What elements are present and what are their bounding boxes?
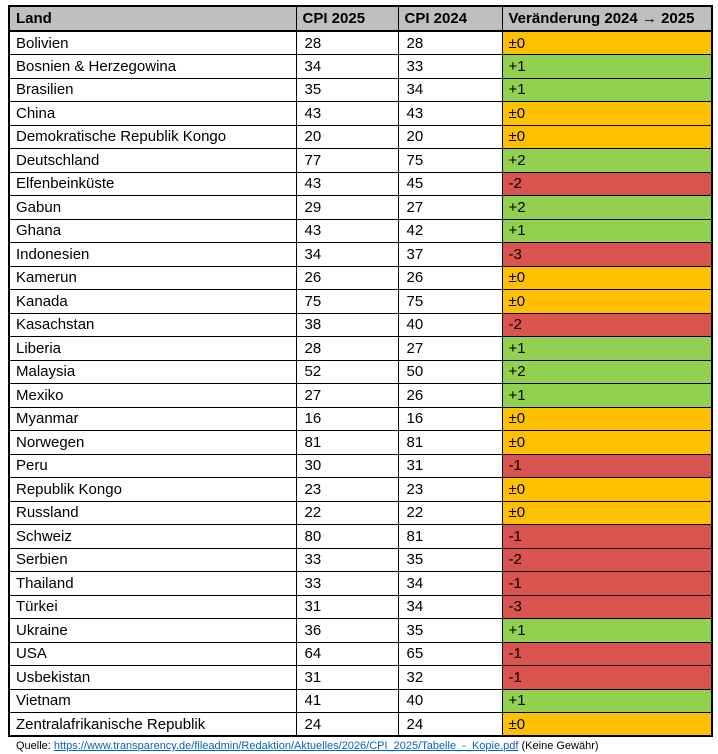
- cpi-2024-cell: 35: [398, 548, 502, 572]
- cpi-2025-cell: 81: [296, 431, 398, 455]
- country-cell: Indonesien: [9, 243, 296, 267]
- cpi-2024-cell: 40: [398, 689, 502, 713]
- cpi-2025-cell: 41: [296, 689, 398, 713]
- table-row: [9, 595, 712, 619]
- cpi-2025-cell: 36: [296, 619, 398, 643]
- cpi-2024-cell: 37: [398, 243, 502, 267]
- table-row: [9, 219, 712, 243]
- country-cell: Bolivien: [9, 31, 296, 55]
- country-cell: Malaysia: [9, 360, 296, 384]
- table-row: [9, 172, 712, 196]
- change-cell: +1: [502, 78, 712, 102]
- country-cell: Usbekistan: [9, 666, 296, 690]
- cpi-2025-cell: 33: [296, 572, 398, 596]
- country-cell: Peru: [9, 454, 296, 478]
- table-row: [9, 266, 712, 290]
- cpi-2025-cell: 31: [296, 666, 398, 690]
- cpi-2025-cell: 28: [296, 337, 398, 361]
- column-header-land: Land: [9, 6, 296, 31]
- cpi-2024-cell: 75: [398, 149, 502, 173]
- header-row: [9, 6, 712, 31]
- cpi-2024-cell: 16: [398, 407, 502, 431]
- change-cell: ±0: [502, 431, 712, 455]
- source-line: [8, 737, 711, 752]
- cpi-2024-cell: 34: [398, 572, 502, 596]
- country-cell: Thailand: [9, 572, 296, 596]
- change-cell: -1: [502, 572, 712, 596]
- table-row: [9, 548, 712, 572]
- cpi-2024-cell: 26: [398, 266, 502, 290]
- cpi-2024-cell: 32: [398, 666, 502, 690]
- table-row: [9, 243, 712, 267]
- country-cell: USA: [9, 642, 296, 666]
- change-cell: ±0: [502, 501, 712, 525]
- cpi-2024-cell: 34: [398, 595, 502, 619]
- cpi-2024-cell: 35: [398, 619, 502, 643]
- country-cell: Liberia: [9, 337, 296, 361]
- cpi-2024-cell: 45: [398, 172, 502, 196]
- change-cell: +2: [502, 149, 712, 173]
- change-cell: ±0: [502, 125, 712, 149]
- change-cell: +2: [502, 196, 712, 220]
- cpi-2025-cell: 24: [296, 713, 398, 737]
- change-cell: -3: [502, 595, 712, 619]
- cpi-2024-cell: 26: [398, 384, 502, 408]
- cpi-2025-cell: 31: [296, 595, 398, 619]
- table-row: [9, 290, 712, 314]
- cpi-2025-cell: 35: [296, 78, 398, 102]
- country-cell: Deutschland: [9, 149, 296, 173]
- change-cell: ±0: [502, 266, 712, 290]
- table-row: [9, 31, 712, 55]
- cpi-2025-cell: 27: [296, 384, 398, 408]
- country-cell: Russland: [9, 501, 296, 525]
- country-cell: Schweiz: [9, 525, 296, 549]
- table-row: [9, 478, 712, 502]
- column-header-cpi-2025: CPI 2025: [296, 6, 398, 31]
- cpi-2024-cell: 23: [398, 478, 502, 502]
- country-cell: Mexiko: [9, 384, 296, 408]
- source-label: Quelle:: [16, 740, 54, 752]
- cpi-2024-cell: 81: [398, 525, 502, 549]
- cpi-2025-cell: 77: [296, 149, 398, 173]
- table-row: [9, 313, 712, 337]
- cpi-2024-cell: 27: [398, 337, 502, 361]
- change-cell: +1: [502, 619, 712, 643]
- cpi-2024-cell: 81: [398, 431, 502, 455]
- cpi-2024-cell: 34: [398, 78, 502, 102]
- table-row: [9, 642, 712, 666]
- cpi-2024-cell: 50: [398, 360, 502, 384]
- cpi-2024-cell: 42: [398, 219, 502, 243]
- country-cell: Serbien: [9, 548, 296, 572]
- cpi-2025-cell: 29: [296, 196, 398, 220]
- country-cell: Ghana: [9, 219, 296, 243]
- cpi-2025-cell: 43: [296, 102, 398, 126]
- country-cell: Kamerun: [9, 266, 296, 290]
- change-cell: +1: [502, 689, 712, 713]
- change-cell: -2: [502, 548, 712, 572]
- column-header-cpi-2024: CPI 2024: [398, 6, 502, 31]
- cpi-2025-cell: 26: [296, 266, 398, 290]
- table-row: [9, 572, 712, 596]
- country-cell: Elfenbeinküste: [9, 172, 296, 196]
- cpi-2025-cell: 43: [296, 219, 398, 243]
- country-cell: Demokratische Republik Kongo: [9, 125, 296, 149]
- cpi-2024-cell: 65: [398, 642, 502, 666]
- table-row: [9, 431, 712, 455]
- table-row: [9, 337, 712, 361]
- country-cell: Zentralafrikanische Republik: [9, 713, 296, 737]
- table-header: [9, 6, 712, 31]
- table-row: [9, 55, 712, 79]
- cpi-2025-cell: 33: [296, 548, 398, 572]
- change-cell: +1: [502, 337, 712, 361]
- cpi-2024-cell: 22: [398, 501, 502, 525]
- change-cell: ±0: [502, 478, 712, 502]
- change-cell: +1: [502, 219, 712, 243]
- cpi-2025-cell: 23: [296, 478, 398, 502]
- change-cell: +2: [502, 360, 712, 384]
- change-cell: -1: [502, 525, 712, 549]
- table-row: [9, 407, 712, 431]
- country-cell: Bosnien & Herzegowina: [9, 55, 296, 79]
- cpi-2025-cell: 16: [296, 407, 398, 431]
- cpi-2024-cell: 20: [398, 125, 502, 149]
- cpi-2025-cell: 80: [296, 525, 398, 549]
- change-cell: ±0: [502, 102, 712, 126]
- table-row: [9, 149, 712, 173]
- cpi-2024-cell: 43: [398, 102, 502, 126]
- country-cell: Brasilien: [9, 78, 296, 102]
- cpi-2024-cell: 24: [398, 713, 502, 737]
- cpi-2025-cell: 30: [296, 454, 398, 478]
- table-row: [9, 501, 712, 525]
- table-row: [9, 525, 712, 549]
- table-row: [9, 360, 712, 384]
- change-cell: ±0: [502, 31, 712, 55]
- change-cell: +1: [502, 55, 712, 79]
- country-cell: Gabun: [9, 196, 296, 220]
- change-cell: -2: [502, 172, 712, 196]
- table-row: [9, 454, 712, 478]
- change-cell: -3: [502, 243, 712, 267]
- table-row: [9, 102, 712, 126]
- cpi-2024-cell: 33: [398, 55, 502, 79]
- change-cell: ±0: [502, 713, 712, 737]
- cpi-2025-cell: 75: [296, 290, 398, 314]
- source-link[interactable]: https://www.transparency.de/fileadmin/Redaktion/Aktuelles/2026/CPI_2025/Tabelle_-_Kopie.pdf: [53, 740, 519, 752]
- change-cell: -1: [502, 666, 712, 690]
- change-cell: ±0: [502, 290, 712, 314]
- cpi-2025-cell: 22: [296, 501, 398, 525]
- change-cell: -1: [502, 642, 712, 666]
- country-cell: Türkei: [9, 595, 296, 619]
- country-cell: Myanmar: [9, 407, 296, 431]
- change-cell: -1: [502, 454, 712, 478]
- cpi-2025-cell: 64: [296, 642, 398, 666]
- cpi-2025-cell: 43: [296, 172, 398, 196]
- cpi-2025-cell: 28: [296, 31, 398, 55]
- table-row: [9, 619, 712, 643]
- table-row: [9, 78, 712, 102]
- source-note: (Keine Gewähr): [518, 740, 599, 752]
- table-row: [9, 384, 712, 408]
- country-cell: Kanada: [9, 290, 296, 314]
- country-cell: Vietnam: [9, 689, 296, 713]
- cpi-2025-cell: 20: [296, 125, 398, 149]
- column-header-veraenderung: Veränderung 2024 → 2025: [502, 6, 712, 31]
- cpi-2024-cell: 27: [398, 196, 502, 220]
- cpi-2025-cell: 34: [296, 243, 398, 267]
- table-body: [9, 31, 712, 736]
- cpi-2024-cell: 40: [398, 313, 502, 337]
- country-cell: China: [9, 102, 296, 126]
- cpi-2025-cell: 34: [296, 55, 398, 79]
- cpi-table: [8, 5, 713, 737]
- country-cell: Norwegen: [9, 431, 296, 455]
- change-cell: -2: [502, 313, 712, 337]
- table-row: [9, 666, 712, 690]
- country-cell: Kasachstan: [9, 313, 296, 337]
- table-row: [9, 713, 712, 737]
- table-row: [9, 689, 712, 713]
- cpi-2025-cell: 52: [296, 360, 398, 384]
- country-cell: Republik Kongo: [9, 478, 296, 502]
- change-cell: ±0: [502, 407, 712, 431]
- cpi-2024-cell: 31: [398, 454, 502, 478]
- country-cell: Ukraine: [9, 619, 296, 643]
- table-row: [9, 196, 712, 220]
- cpi-2024-cell: 28: [398, 31, 502, 55]
- cpi-2025-cell: 38: [296, 313, 398, 337]
- change-cell: +1: [502, 384, 712, 408]
- table-row: [9, 125, 712, 149]
- cpi-2024-cell: 75: [398, 290, 502, 314]
